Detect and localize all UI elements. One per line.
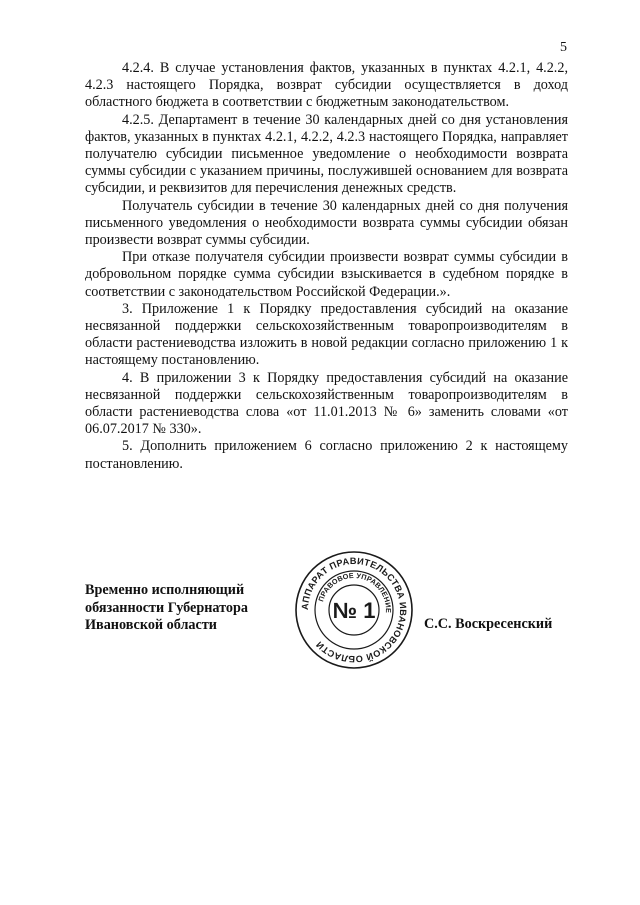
paragraph-4-2-5: 4.2.5. Департамент в течение 30 календарных дней со дня установления фактов, указанных в пунктах 4.2.1, 4.2.2, 4.2.3 настоящего Порядка, направляет получателю субсидии письменное уведомление о необходимости возврата суммы субсидии с указанием причины, послужившей основанием для возврата субсидии, и реквизитов для перечисления денежных средств. [85,111,568,197]
paragraph-4-2-4: 4.2.4. В случае установления фактов, указанных в пунктах 4.2.1, 4.2.2, 4.2.3 настоящего Порядка, возврат субсидии осуществляется в доход областного бюджета в соответствии с бюджетным законодательством. [85,60,568,111]
document-body [85,60,568,473]
seal-number: № 1 [332,598,376,623]
paragraph-refusal: При отказе получателя субсидии произвести возврат суммы субсидии в добровольном порядке сумма субсидии взыскивается в судебном порядке в соответствии с законодательством Российской Федерации.». [85,249,568,300]
signer-name: С.С. Воскресенский [424,616,553,632]
signer-title-line-1: Временно исполняющий [85,582,245,598]
paragraph-item-3: 3. Приложение 1 к Порядку предоставления субсидий на оказание несвязанной поддержки сельскохозяйственным товаропроизводителям в области растениеводства изложить в новой редакции согласно приложению 1 к настоящему постановлению. [85,300,568,369]
paragraph-recipient-obligation: Получатель субсидии в течение 30 календарных дней со дня получения письменного уведомления о необходимости возврата суммы субсидии обязан произвести возврат суммы субсидии. [85,197,568,249]
page-number: 5 [560,40,567,55]
signer-title [85,582,248,635]
paragraph-item-4: 4. В приложении 3 к Порядку предоставления субсидий на оказание несвязанной поддержки сельскохозяйственным товаропроизводителям в области растениеводства слова «от 11.01.2013 № 6» заменить словами «от 06.07.2017 № 330». [85,369,568,438]
seal-outer-text: АППАРАТ ПРАВИТЕЛЬСТВА ИВАНОВСКОЙ ОБЛАСТИ [299,555,409,665]
signer-title-line-3: Ивановской области [85,617,217,633]
official-seal [293,549,415,671]
signer-title-line-2: обязанности Губернатора [85,599,248,616]
paragraph-item-5: 5. Дополнить приложением 6 согласно приложению 2 к настоящему постановлению. [85,438,568,472]
seal-inner-text: ПРАВОВОЕ УПРАВЛЕНИЕ [316,570,394,614]
